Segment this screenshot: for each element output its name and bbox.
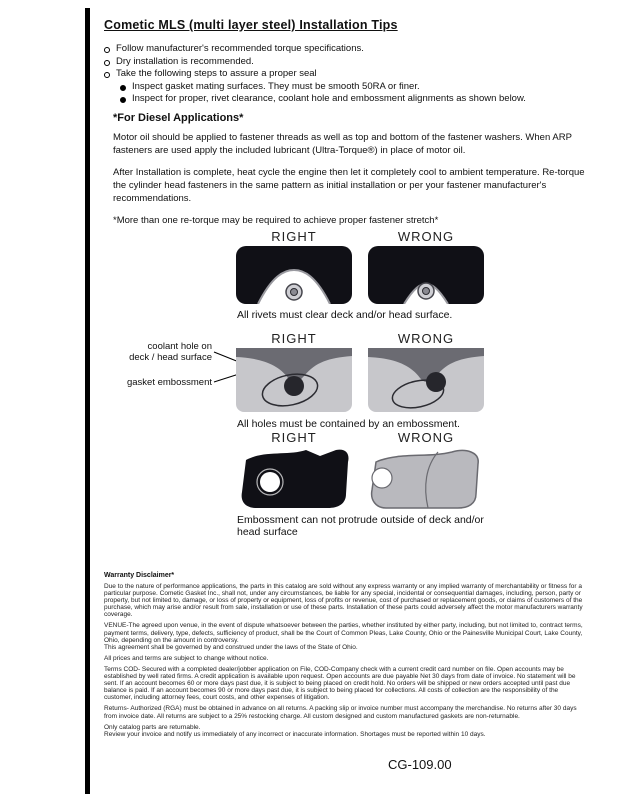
callout-text: deck / head surface — [129, 352, 212, 363]
wrong-label-row1: WRONG — [397, 229, 455, 244]
right-label-row1: RIGHT — [271, 229, 317, 244]
diagram-caption-row1: All rivets must clear deck and/or head surface. — [237, 309, 453, 321]
right-label-row3: RIGHT — [271, 430, 317, 445]
warranty-paragraph: All prices and terms are subject to change without notice. — [104, 654, 269, 662]
list-item — [104, 43, 590, 56]
diagram-deck-wrong — [368, 446, 484, 510]
list-item-text: Take the following steps to assure a proper seal — [116, 68, 317, 79]
installation-tips-list — [104, 43, 590, 106]
warranty-paragraph: Due to the nature of performance applications, the parts in this catalog are sold without any express warranty or any implied warranty of merchantability or fitness for a particular purpose. Cometic Gasket Inc., shall not, under any circumstances, be liable for any special, incidental or consequential damages, including, person, party or property, but not limited to, damage, or loss of property or equipment, loss of profits or revenue, cost of purchased or replacement goods, or claims of customers of the purchase, which may arise and/or result from sale, installation or use of these parts. Installation of these parts could adversely affect the motor manufacturers warranty coverage. — [104, 583, 583, 619]
open-bullet-icon — [104, 60, 110, 66]
list-item-text: Follow manufacturer's recommended torque specifications. — [116, 43, 364, 54]
list-item — [104, 68, 590, 81]
embossment-hole — [372, 468, 392, 488]
retorque-note: *More than one re-torque may be required to achieve proper fastener stretch* — [113, 215, 439, 226]
open-bullet-icon — [104, 72, 110, 78]
gasket-embossment-callout: gasket embossment — [126, 377, 212, 388]
diesel-paragraph-2: After Installation is complete, heat cycle the engine then let it completely cool to ambient temperature. Re-torque the cylinder head fasteners in the same pattern as initial installation or per your fastener manufacturer's recommendations. — [113, 167, 585, 204]
diesel-heading: *For Diesel Applications* — [113, 112, 244, 124]
right-label-row2: RIGHT — [271, 331, 317, 346]
document-number: CG-109.00 — [388, 757, 452, 772]
diagram-embossment-right — [236, 348, 352, 412]
list-item-text: Inspect gasket mating surfaces. They must be smooth 50RA or finer. — [132, 80, 420, 92]
open-bullet-icon — [104, 47, 110, 53]
callout-text: coolant hole on — [147, 341, 212, 352]
warranty-disclaimer-section — [104, 572, 586, 742]
filled-bullet-icon — [120, 97, 126, 103]
page-title: Cometic MLS (multi layer steel) Installation Tips — [104, 18, 398, 32]
list-sub-item — [120, 81, 590, 94]
diesel-paragraph-1: Motor oil should be applied to fastener threads as well as top and bottom of the fastener washers. When ARP fasteners are used apply the included lubricant (Ultra-Torque®) in place of motor oil. — [113, 132, 572, 156]
warranty-paragraph: Review your invoice and notify us immediately of any incorrect or inaccurate information. Shortages must be reported within 10 days. — [104, 730, 486, 738]
warranty-paragraph: VENUE-The agreed upon venue, in the event of dispute whatsoever between the parties, whether instituted by either party, including, but not limited to, contract terms, payment terms, delivery, type, defects, sufficiency of product, shall be the Court of Common Pleas, Lake County, Ohio or the Painesville Municipal Court, Lake County, Ohio, depending on the amount in controversy. — [104, 622, 583, 644]
diesel-applications-section — [113, 112, 585, 227]
list-item-text: Inspect for proper, rivet clearance, coolant hole and embossment alignments as shown below. — [132, 93, 526, 104]
diagram-rivet-right — [236, 246, 352, 304]
diagram-embossment-wrong — [368, 348, 484, 412]
left-margin-bar — [85, 8, 90, 794]
diagram-caption-row3: Embossment can not protrude outside of deck and/or head surface — [237, 514, 484, 538]
coolant-hole-callout — [118, 341, 212, 363]
list-item — [104, 56, 590, 69]
filled-bullet-icon — [120, 85, 126, 91]
diagram-caption-row2: All holes must be contained by an embossment. — [237, 418, 460, 430]
warranty-paragraph: This agreement shall be governed by and construed under the laws of the State of Ohio. — [104, 643, 358, 651]
list-sub-item — [120, 93, 590, 106]
wrong-label-row3: WRONG — [397, 430, 455, 445]
coolant-hole — [426, 372, 446, 392]
warranty-paragraph: Returns- Authorized (RGA) must be obtained in advance on all returns. A packing slip or invoice number must accompany the merchandise. No returns after 30 days from invoice date. All returns are subject to a 25% restocking charge. All custom designed and custom manufactured gaskets are non-returnable. — [104, 705, 577, 720]
list-item-text: Dry installation is recommended. — [116, 55, 254, 67]
diagram-rivet-wrong — [368, 246, 484, 304]
embossment-hole — [260, 472, 280, 492]
diagram-deck-right — [236, 446, 352, 510]
coolant-hole — [284, 376, 304, 396]
warranty-paragraph: Terms COD- Secured with a completed dealer/jobber application on File, COD-Company check with a current credit card number on file. Open accounts may be established by well rated firms. A credit application is available upon request. Open accounts are due payable Net 30 days from date of invoice. No statement will be sent. If an account becomes 60 or more days past due, it is subject to being placed on credit hold. No orders will be shipped or new orders accepted until past due balance is paid. If an account becomes 90 or more days past due, it is subject to being placed for collections. All costs of collection are the responsibility of the customer, including attorney fees, court costs, and other expenses of litigation. — [104, 665, 576, 702]
warranty-heading: Warranty Disclaimer* — [104, 572, 175, 579]
warranty-paragraph: Only catalog parts are returnable. — [104, 723, 201, 731]
wrong-label-row2: WRONG — [397, 331, 455, 346]
